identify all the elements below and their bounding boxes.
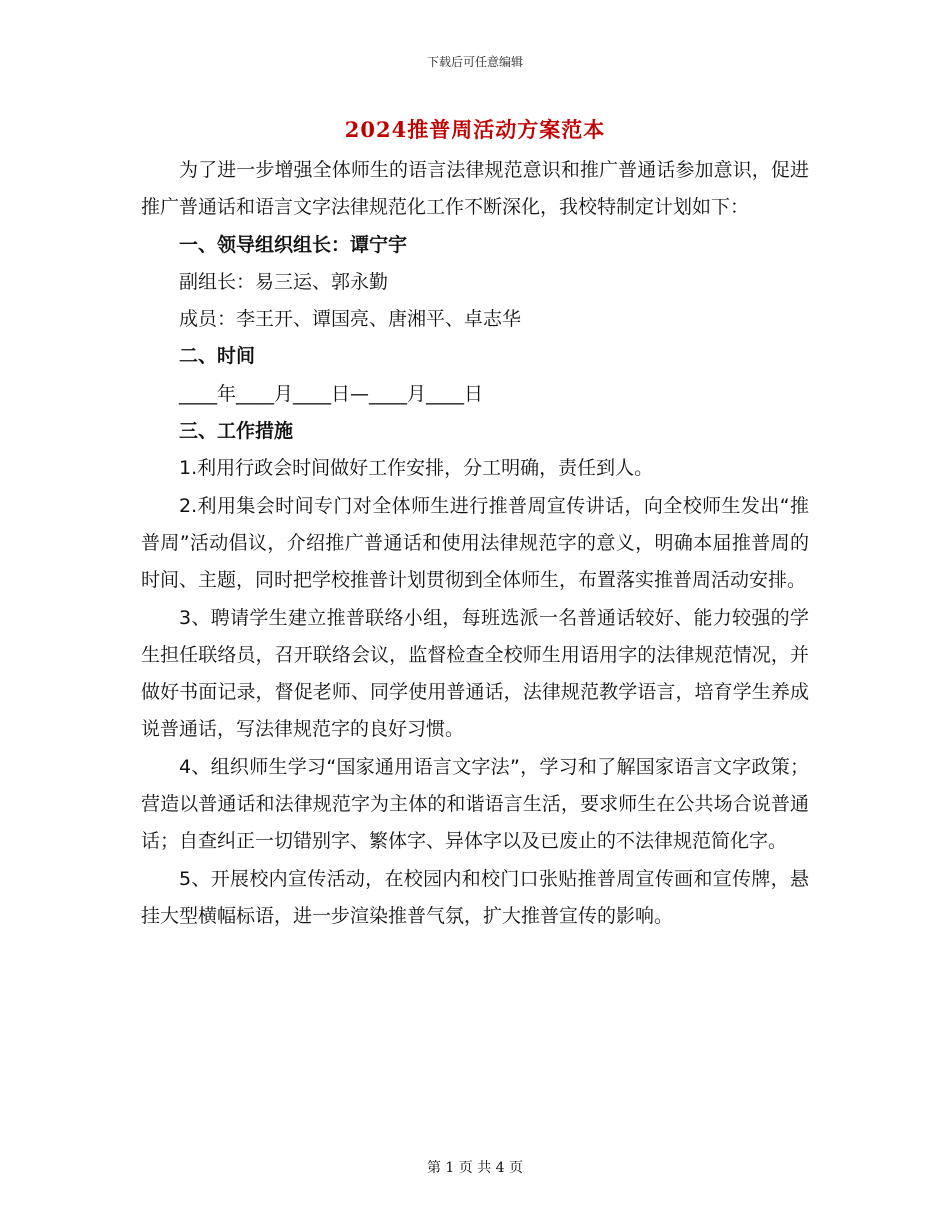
deputy-leaders-line: 副组长：易三运、郭永勤 (179, 270, 389, 293)
time-line: ____年____月____日—____月____日 (179, 382, 484, 405)
measure-paragraph-3: 3、聘请学生建立推普联络小组，每班选派一名普通话较好、能力较强的学生担任联络员，召开联络会议，监督检查全校师生用语用字的法律规范情况，并做好书面记录，督促老师、同学使用普通话，法律规范教学语言，培育学生养成说普通话，写法律规范字的良好习惯。 (141, 606, 809, 741)
section-heading-measures: 三、工作措施 (179, 420, 294, 443)
intro-paragraph: 为了进一步增强全体师生的语言法律规范意识和推广普通话参加意识，促进推广普通话和语言文字法律规范化工作不断深化，我校特制定计划如下： (141, 159, 809, 219)
document-body (141, 152, 809, 935)
page-number: 第 1 页 共 4 页 (426, 1160, 524, 1176)
members-line: 成员：李王开、谭国亮、唐湘平、卓志华 (179, 308, 522, 331)
section-heading-time: 二、时间 (179, 345, 256, 368)
section-heading-leadership: 一、领导组织组长：谭宁宇 (179, 233, 408, 256)
measure-paragraph-5: 5、开展校内宣传活动，在校园内和校门口张贴推普周宣传画和宣传牌，悬挂大型横幅标语，进一步渲染推普气氛，扩大推普宣传的影响。 (141, 867, 809, 927)
measure-paragraph-2: 2.利用集会时间专门对全体师生进行推普周宣传讲话，向全校师生发出“推普周”活动倡议，介绍推广普通话和使用法律规范字的意义，明确本届推普周的时间、主题，同时把学校推普计划贯彻到全体师生，布置落实推普周活动安排。 (141, 494, 809, 592)
header-note: 下载后可任意编辑 (426, 55, 523, 69)
measure-paragraph-1: 1.利用行政会时间做好工作安排，分工明确，责任到人。 (179, 457, 654, 480)
measure-paragraph-4: 4、组织师生学习“国家通用语言文字法”，学习和了解国家语言文字政策；营造以普通话和法律规范字为主体的和谐语言生活，要求师生在公共场合说普通话；自查纠正一切错别字、繁体字、异体字以及已废止的不法律规范简化字。 (141, 755, 809, 853)
document-title: 2024推普周活动方案范本 (344, 117, 606, 142)
